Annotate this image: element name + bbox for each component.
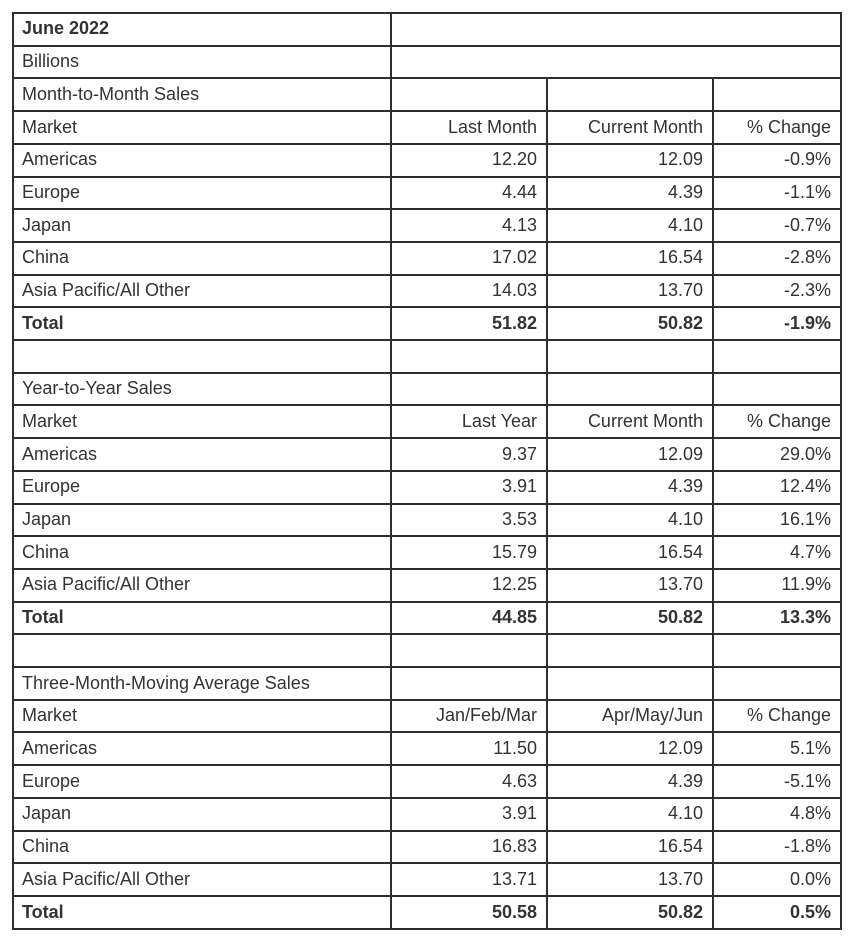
total-value-cell: 50.82 — [547, 896, 713, 929]
market-name-cell: China — [13, 831, 391, 864]
title-row — [13, 13, 841, 46]
value-cell: 11.50 — [391, 732, 547, 765]
value-cell: 12.09 — [547, 732, 713, 765]
value-cell: 13.71 — [391, 863, 547, 896]
column-header-cell: Market — [13, 405, 391, 438]
pct-change-cell: -0.9% — [713, 144, 841, 177]
report-month-cell: June 2022 — [13, 13, 391, 46]
value-cell: 17.02 — [391, 242, 547, 275]
header-row — [13, 405, 841, 438]
value-cell: 12.20 — [391, 144, 547, 177]
empty-cell — [547, 667, 713, 700]
column-header-cell: Market — [13, 111, 391, 144]
value-cell: 16.54 — [547, 536, 713, 569]
pct-change-cell: -2.3% — [713, 275, 841, 308]
value-cell: 16.54 — [547, 831, 713, 864]
table-row — [13, 438, 841, 471]
column-header-cell: Last Month — [391, 111, 547, 144]
sales-table — [12, 12, 842, 930]
total-value-cell: 50.58 — [391, 896, 547, 929]
total-label-cell: Total — [13, 602, 391, 635]
market-name-cell: China — [13, 242, 391, 275]
total-pct-cell: 13.3% — [713, 602, 841, 635]
table-row — [13, 144, 841, 177]
table-row — [13, 209, 841, 242]
spacer-row — [13, 634, 841, 667]
value-cell: 4.39 — [547, 471, 713, 504]
empty-cell — [391, 78, 547, 111]
merged-empty-cell — [391, 13, 841, 46]
market-name-cell: Americas — [13, 732, 391, 765]
column-header-cell: Current Month — [547, 405, 713, 438]
header-row — [13, 700, 841, 733]
column-header-cell: Current Month — [547, 111, 713, 144]
value-cell: 16.83 — [391, 831, 547, 864]
pct-change-cell: 29.0% — [713, 438, 841, 471]
empty-cell — [713, 78, 841, 111]
sales-table-body — [13, 13, 841, 929]
value-cell: 12.09 — [547, 438, 713, 471]
value-cell: 13.70 — [547, 863, 713, 896]
market-name-cell: Japan — [13, 798, 391, 831]
total-value-cell: 50.82 — [547, 602, 713, 635]
header-row — [13, 111, 841, 144]
market-name-cell: Japan — [13, 209, 391, 242]
column-header-cell: % Change — [713, 700, 841, 733]
market-name-cell: Japan — [13, 504, 391, 537]
empty-cell — [391, 634, 547, 667]
table-row — [13, 863, 841, 896]
table-row — [13, 242, 841, 275]
table-row — [13, 177, 841, 210]
total-label-cell: Total — [13, 307, 391, 340]
empty-cell — [547, 78, 713, 111]
pct-change-cell: 5.1% — [713, 732, 841, 765]
value-cell: 15.79 — [391, 536, 547, 569]
value-cell: 3.53 — [391, 504, 547, 537]
total-row — [13, 307, 841, 340]
empty-cell — [713, 667, 841, 700]
market-name-cell: China — [13, 536, 391, 569]
pct-change-cell: -2.8% — [713, 242, 841, 275]
value-cell: 13.70 — [547, 569, 713, 602]
column-header-cell: Last Year — [391, 405, 547, 438]
pct-change-cell: -1.8% — [713, 831, 841, 864]
column-header-cell: % Change — [713, 405, 841, 438]
column-header-cell: % Change — [713, 111, 841, 144]
table-row — [13, 569, 841, 602]
table-row — [13, 471, 841, 504]
column-header-cell: Market — [13, 700, 391, 733]
value-cell: 3.91 — [391, 798, 547, 831]
pct-change-cell: -5.1% — [713, 765, 841, 798]
value-cell: 4.44 — [391, 177, 547, 210]
empty-cell — [391, 340, 547, 373]
value-cell: 16.54 — [547, 242, 713, 275]
value-cell: 4.10 — [547, 798, 713, 831]
value-cell: 12.25 — [391, 569, 547, 602]
empty-cell — [391, 667, 547, 700]
value-cell: 4.10 — [547, 504, 713, 537]
units-row — [13, 46, 841, 79]
table-row — [13, 831, 841, 864]
pct-change-cell: 4.7% — [713, 536, 841, 569]
spacer-row — [13, 340, 841, 373]
table-row — [13, 765, 841, 798]
market-name-cell: Asia Pacific/All Other — [13, 275, 391, 308]
section-title-cell: Year-to-Year Sales — [13, 373, 391, 406]
total-pct-cell: -1.9% — [713, 307, 841, 340]
total-pct-cell: 0.5% — [713, 896, 841, 929]
value-cell: 14.03 — [391, 275, 547, 308]
column-header-cell: Jan/Feb/Mar — [391, 700, 547, 733]
market-name-cell: Europe — [13, 177, 391, 210]
total-row — [13, 896, 841, 929]
value-cell: 4.39 — [547, 177, 713, 210]
total-row — [13, 602, 841, 635]
total-value-cell: 51.82 — [391, 307, 547, 340]
section-title-cell: Month-to-Month Sales — [13, 78, 391, 111]
market-name-cell: Americas — [13, 144, 391, 177]
market-name-cell: Asia Pacific/All Other — [13, 863, 391, 896]
units-cell: Billions — [13, 46, 391, 79]
value-cell: 4.39 — [547, 765, 713, 798]
table-row — [13, 732, 841, 765]
section-title-cell: Three-Month-Moving Average Sales — [13, 667, 391, 700]
section-title-row — [13, 373, 841, 406]
table-row — [13, 798, 841, 831]
pct-change-cell: 0.0% — [713, 863, 841, 896]
pct-change-cell: 12.4% — [713, 471, 841, 504]
empty-cell — [713, 373, 841, 406]
total-value-cell: 50.82 — [547, 307, 713, 340]
market-name-cell: Americas — [13, 438, 391, 471]
empty-cell — [13, 634, 391, 667]
value-cell: 4.10 — [547, 209, 713, 242]
section-title-row — [13, 78, 841, 111]
value-cell: 9.37 — [391, 438, 547, 471]
table-row — [13, 275, 841, 308]
empty-cell — [13, 340, 391, 373]
market-name-cell: Europe — [13, 471, 391, 504]
empty-cell — [713, 340, 841, 373]
pct-change-cell: 16.1% — [713, 504, 841, 537]
empty-cell — [391, 373, 547, 406]
pct-change-cell: -1.1% — [713, 177, 841, 210]
pct-change-cell: -0.7% — [713, 209, 841, 242]
value-cell: 13.70 — [547, 275, 713, 308]
pct-change-cell: 11.9% — [713, 569, 841, 602]
value-cell: 4.63 — [391, 765, 547, 798]
column-header-cell: Apr/May/Jun — [547, 700, 713, 733]
value-cell: 12.09 — [547, 144, 713, 177]
empty-cell — [547, 373, 713, 406]
value-cell: 3.91 — [391, 471, 547, 504]
empty-cell — [713, 634, 841, 667]
market-name-cell: Asia Pacific/All Other — [13, 569, 391, 602]
section-title-row — [13, 667, 841, 700]
total-label-cell: Total — [13, 896, 391, 929]
empty-cell — [547, 340, 713, 373]
value-cell: 4.13 — [391, 209, 547, 242]
market-name-cell: Europe — [13, 765, 391, 798]
pct-change-cell: 4.8% — [713, 798, 841, 831]
table-row — [13, 536, 841, 569]
total-value-cell: 44.85 — [391, 602, 547, 635]
merged-empty-cell — [391, 46, 841, 79]
empty-cell — [547, 634, 713, 667]
table-row — [13, 504, 841, 537]
